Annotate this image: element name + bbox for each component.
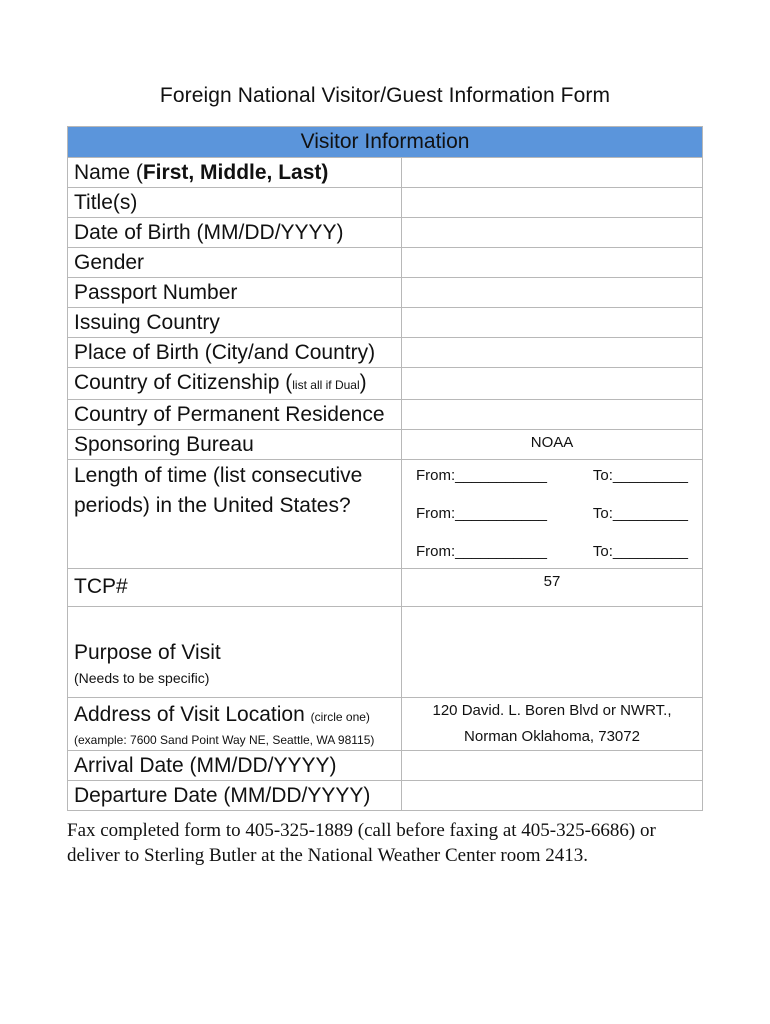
dob-label: Date of Birth (MM/DD/YYYY): [68, 218, 402, 248]
period-row-3: From:___________ To:_________: [416, 543, 689, 560]
period-row-2: From:___________ To:_________: [416, 505, 689, 522]
tcp-label: TCP#: [68, 569, 402, 607]
purpose-note: (Needs to be specific): [74, 670, 210, 686]
residence-label: Country of Permanent Residence: [68, 400, 402, 430]
name-label: Name (First, Middle, Last): [68, 158, 402, 188]
gender-field[interactable]: [402, 248, 703, 278]
issuing-country-label: Issuing Country: [68, 308, 402, 338]
place-of-birth-label: Place of Birth (City/and Country): [68, 338, 402, 368]
form-title: Foreign National Visitor/Guest Information Form: [159, 84, 611, 107]
citizenship-field[interactable]: [402, 368, 703, 400]
footer-instructions: Fax completed form to 405-325-1889 (call before faxing at 405-325-6686) or deliver to Sterling Butler at the National Weather Center room 2413.: [67, 820, 656, 866]
dob-field[interactable]: [402, 218, 703, 248]
issuing-country-field[interactable]: [402, 308, 703, 338]
passport-field[interactable]: [402, 278, 703, 308]
section-header: Visitor Information: [68, 127, 703, 158]
address-label: Address of Visit Location (circle one) (example: 7600 Sand Point Way NE, Seattle, WA 98115): [68, 698, 402, 751]
length-of-time-field[interactable]: [402, 460, 703, 569]
departure-field[interactable]: [402, 781, 703, 811]
place-of-birth-field[interactable]: [402, 338, 703, 368]
length-of-time-label: Length of time (list consecutive periods) in the United States?: [68, 460, 402, 569]
citizenship-label: Country of Citizenship (list all if Dual): [68, 368, 402, 400]
bureau-label: Sponsoring Bureau: [68, 430, 402, 460]
arrival-field[interactable]: [402, 751, 703, 781]
name-field[interactable]: [402, 158, 703, 188]
arrival-label: Arrival Date (MM/DD/YYYY): [68, 751, 402, 781]
residence-field[interactable]: [402, 400, 703, 430]
purpose-label: Purpose of Visit (Needs to be specific): [68, 607, 402, 698]
gender-label: Gender: [68, 248, 402, 278]
purpose-field[interactable]: [402, 607, 703, 698]
period-row-1: From:___________ To:_________: [416, 467, 689, 484]
titles-field[interactable]: [402, 188, 703, 218]
address-example: (example: 7600 Sand Point Way NE, Seattle, WA 98115): [74, 733, 375, 747]
address-value[interactable]: 120 David. L. Boren Blvd or NWRT., Norman Oklahoma, 73072: [402, 698, 703, 751]
bureau-value[interactable]: NOAA: [402, 430, 703, 460]
departure-label: Departure Date (MM/DD/YYYY): [68, 781, 402, 811]
tcp-value[interactable]: 57: [402, 569, 703, 607]
visitor-info-table: [67, 126, 703, 811]
titles-label: Title(s): [68, 188, 402, 218]
passport-label: Passport Number: [68, 278, 402, 308]
